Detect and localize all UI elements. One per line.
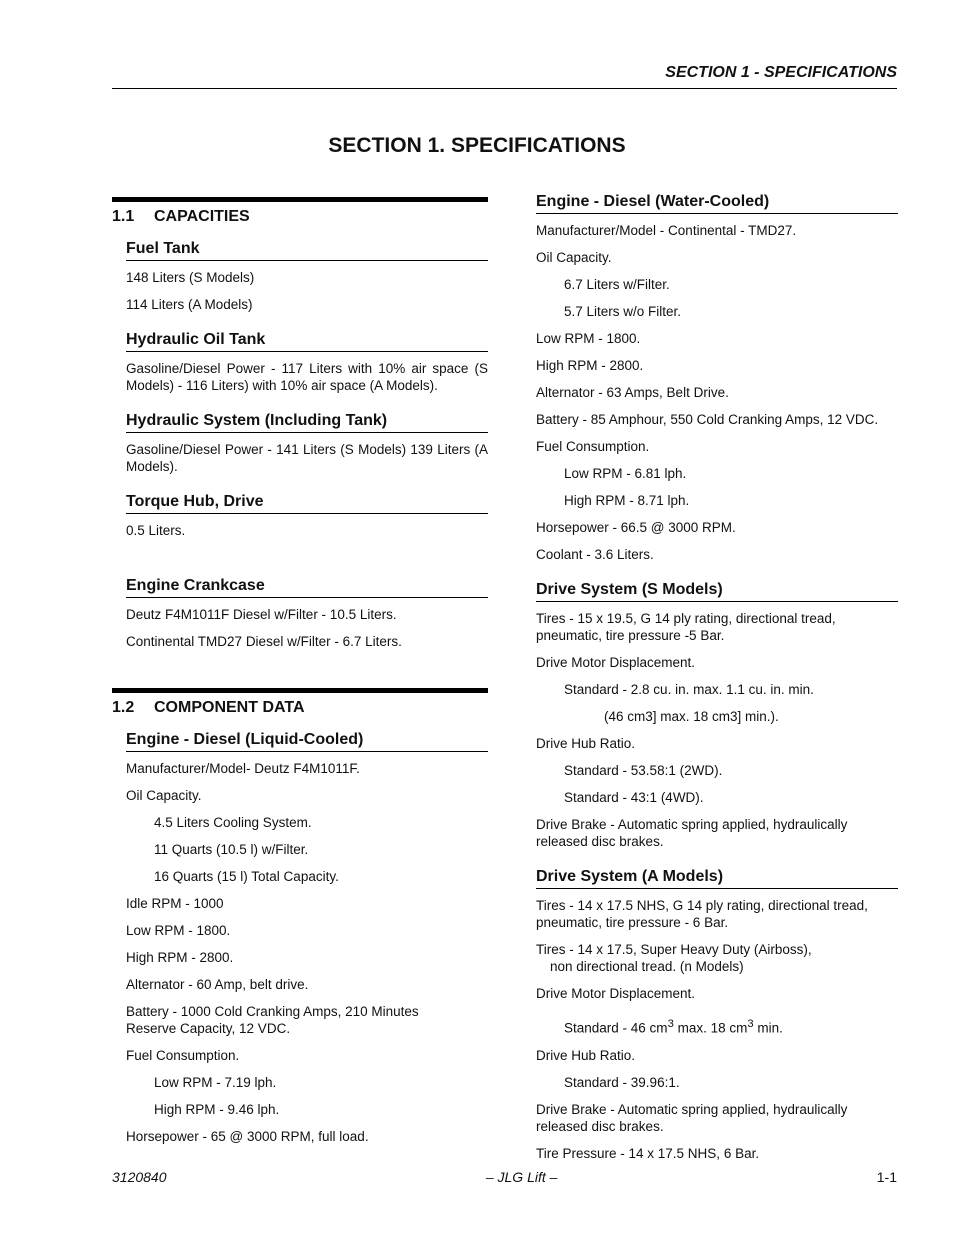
engine-water-oil: Oil Capacity.: [536, 250, 612, 265]
drive-s-brake: Drive Brake - Automatic spring applied, hydraulically released disc brakes.: [536, 817, 848, 849]
engine-water-oil-line: 5.7 Liters w/o Filter.: [564, 304, 682, 319]
motor-std-part: max. 18 cm: [673, 1020, 748, 1036]
drive-a-pressure: Tire Pressure - 14 x 17.5 NHS, 6 Bar.: [536, 1145, 760, 1161]
crankcase-deutz: Deutz F4M1011F Diesel w/Filter - 10.5 Liters.: [126, 607, 397, 622]
engine-liquid-low: Low RPM - 1800.: [126, 923, 231, 938]
engine-liquid-oil: Oil Capacity.: [126, 788, 202, 803]
engine-liquid-battery: [126, 1003, 488, 1037]
heading-drive-s: Drive System (S Models): [536, 581, 898, 602]
engine-liquid-alternator: Alternator - 60 Amp, belt drive.: [126, 977, 309, 992]
engine-liquid-fuel-line: Low RPM - 7.19 lph.: [154, 1075, 277, 1090]
engine-water-high: High RPM - 2800.: [536, 358, 644, 373]
drive-a-hub-std: Standard - 39.96:1.: [564, 1074, 680, 1090]
footer-center: – JLG Lift –: [485, 1169, 558, 1185]
heading-hydraulic-oil-tank: Hydraulic Oil Tank: [126, 331, 488, 352]
right-column: [536, 193, 898, 1172]
engine-water-model: Manufacturer/Model - Continental - TMD27.: [536, 223, 797, 238]
footer-page-number: 1-1: [876, 1169, 897, 1185]
hydraulic-oil-tank-text: Gasoline/Diesel Power - 117 Liters with 10% air space (S Models) - 116 Liters) with 10% air space (A Models).: [126, 361, 488, 393]
motor-std-part: min.: [753, 1020, 783, 1036]
section-label: COMPONENT DATA: [154, 699, 305, 716]
tires-2-line-1: Tires - 14 x 17.5, Super Heavy Duty (Airboss),: [536, 942, 812, 957]
drive-a-motor-std: [564, 1016, 898, 1037]
heading-fuel-tank: Fuel Tank: [126, 240, 488, 261]
drive-a-hub: Drive Hub Ratio.: [536, 1047, 636, 1063]
left-column: [112, 197, 488, 1155]
engine-liquid-high: High RPM - 2800.: [126, 950, 234, 965]
section-heading-capacities: [112, 197, 488, 226]
page-footer: [112, 1169, 897, 1185]
running-header: SECTION 1 - SPECIFICATIONS: [112, 64, 897, 89]
drive-s-motor: Drive Motor Displacement.: [536, 655, 696, 670]
fuel-tank-s: 148 Liters (S Models): [126, 270, 255, 285]
heading-hydraulic-system: Hydraulic System (Including Tank): [126, 412, 488, 433]
drive-s-motor-metric: (46 cm3] max. 18 cm3] min.).: [604, 709, 779, 724]
engine-water-coolant: Coolant - 3.6 Liters.: [536, 547, 654, 562]
section-number: 1.1: [112, 208, 135, 225]
drive-s-tires: Tires - 15 x 19.5, G 14 ply rating, directional tread, pneumatic, tire pressure -5 Bar.: [536, 611, 836, 643]
section-heading-component-data: [112, 688, 488, 717]
engine-liquid-model: Manufacturer/Model- Deutz F4M1011F.: [126, 761, 360, 776]
superscript: 3: [747, 1018, 754, 1030]
battery-line-1: Battery - 1000 Cold Cranking Amps, 210 Minutes: [126, 1004, 419, 1019]
section-number: 1.2: [112, 699, 135, 716]
drive-a-brake: Drive Brake - Automatic spring applied, hydraulically released disc brakes.: [536, 1101, 848, 1134]
heading-torque-hub: Torque Hub, Drive: [126, 493, 488, 514]
engine-liquid-oil-line: 4.5 Liters Cooling System.: [154, 815, 312, 830]
heading-engine-crankcase: Engine Crankcase: [126, 577, 488, 598]
hydraulic-system-text: Gasoline/Diesel Power - 141 Liters (S Models) 139 Liters (A Models).: [126, 442, 488, 474]
drive-s-hub-line: Standard - 53.58:1 (2WD).: [564, 763, 723, 778]
engine-liquid-fuel-line: High RPM - 9.46 lph.: [154, 1102, 280, 1117]
drive-s-hub-line: Standard - 43:1 (4WD).: [564, 790, 704, 805]
heading-drive-a: Drive System (A Models): [536, 868, 898, 889]
drive-s-motor-std: Standard - 2.8 cu. in. max. 1.1 cu. in. min.: [564, 682, 814, 697]
engine-water-fuel-line: Low RPM - 6.81 lph.: [564, 466, 687, 481]
engine-water-alternator: Alternator - 63 Amps, Belt Drive.: [536, 385, 729, 400]
engine-water-battery: Battery - 85 Amphour, 550 Cold Cranking Amps, 12 VDC.: [536, 412, 879, 427]
engine-water-fuel-line: High RPM - 8.71 lph.: [564, 493, 690, 508]
section-label: CAPACITIES: [154, 208, 250, 225]
engine-liquid-oil-line: 16 Quarts (15 l) Total Capacity.: [154, 869, 339, 884]
engine-liquid-oil-line: 11 Quarts (10.5 l) w/Filter.: [154, 842, 309, 857]
engine-liquid-horsepower: Horsepower - 65 @ 3000 RPM, full load.: [126, 1129, 369, 1144]
page-title: SECTION 1. SPECIFICATIONS: [328, 134, 626, 157]
engine-water-fuel: Fuel Consumption.: [536, 439, 650, 454]
tires-2-line-2: non directional tread. (n Models): [550, 959, 744, 974]
engine-water-low: Low RPM - 1800.: [536, 331, 641, 346]
footer-doc-number: 3120840: [112, 1169, 167, 1185]
drive-a-tires-1: Tires - 14 x 17.5 NHS, G 14 ply rating, directional tread, pneumatic, tire pressure - 6 Bar.: [536, 898, 868, 930]
engine-water-horsepower: Horsepower - 66.5 @ 3000 RPM.: [536, 520, 736, 535]
heading-engine-water: Engine - Diesel (Water-Cooled): [536, 193, 898, 214]
drive-a-tires-2: [536, 941, 898, 975]
battery-line-2: Reserve Capacity, 12 VDC.: [126, 1021, 291, 1036]
crankcase-continental: Continental TMD27 Diesel w/Filter - 6.7 Liters.: [126, 634, 402, 649]
drive-a-motor: Drive Motor Displacement.: [536, 986, 696, 1001]
fuel-tank-a: 114 Liters (A Models): [126, 297, 253, 312]
superscript: 3: [667, 1018, 674, 1030]
heading-engine-liquid: Engine - Diesel (Liquid-Cooled): [126, 731, 488, 752]
torque-hub-text: 0.5 Liters.: [126, 523, 186, 538]
engine-liquid-idle: Idle RPM - 1000: [126, 896, 224, 911]
engine-liquid-fuel: Fuel Consumption.: [126, 1048, 240, 1063]
motor-std-part: Standard - 46 cm: [564, 1020, 668, 1036]
drive-s-hub: Drive Hub Ratio.: [536, 736, 636, 751]
engine-water-oil-line: 6.7 Liters w/Filter.: [564, 277, 670, 292]
